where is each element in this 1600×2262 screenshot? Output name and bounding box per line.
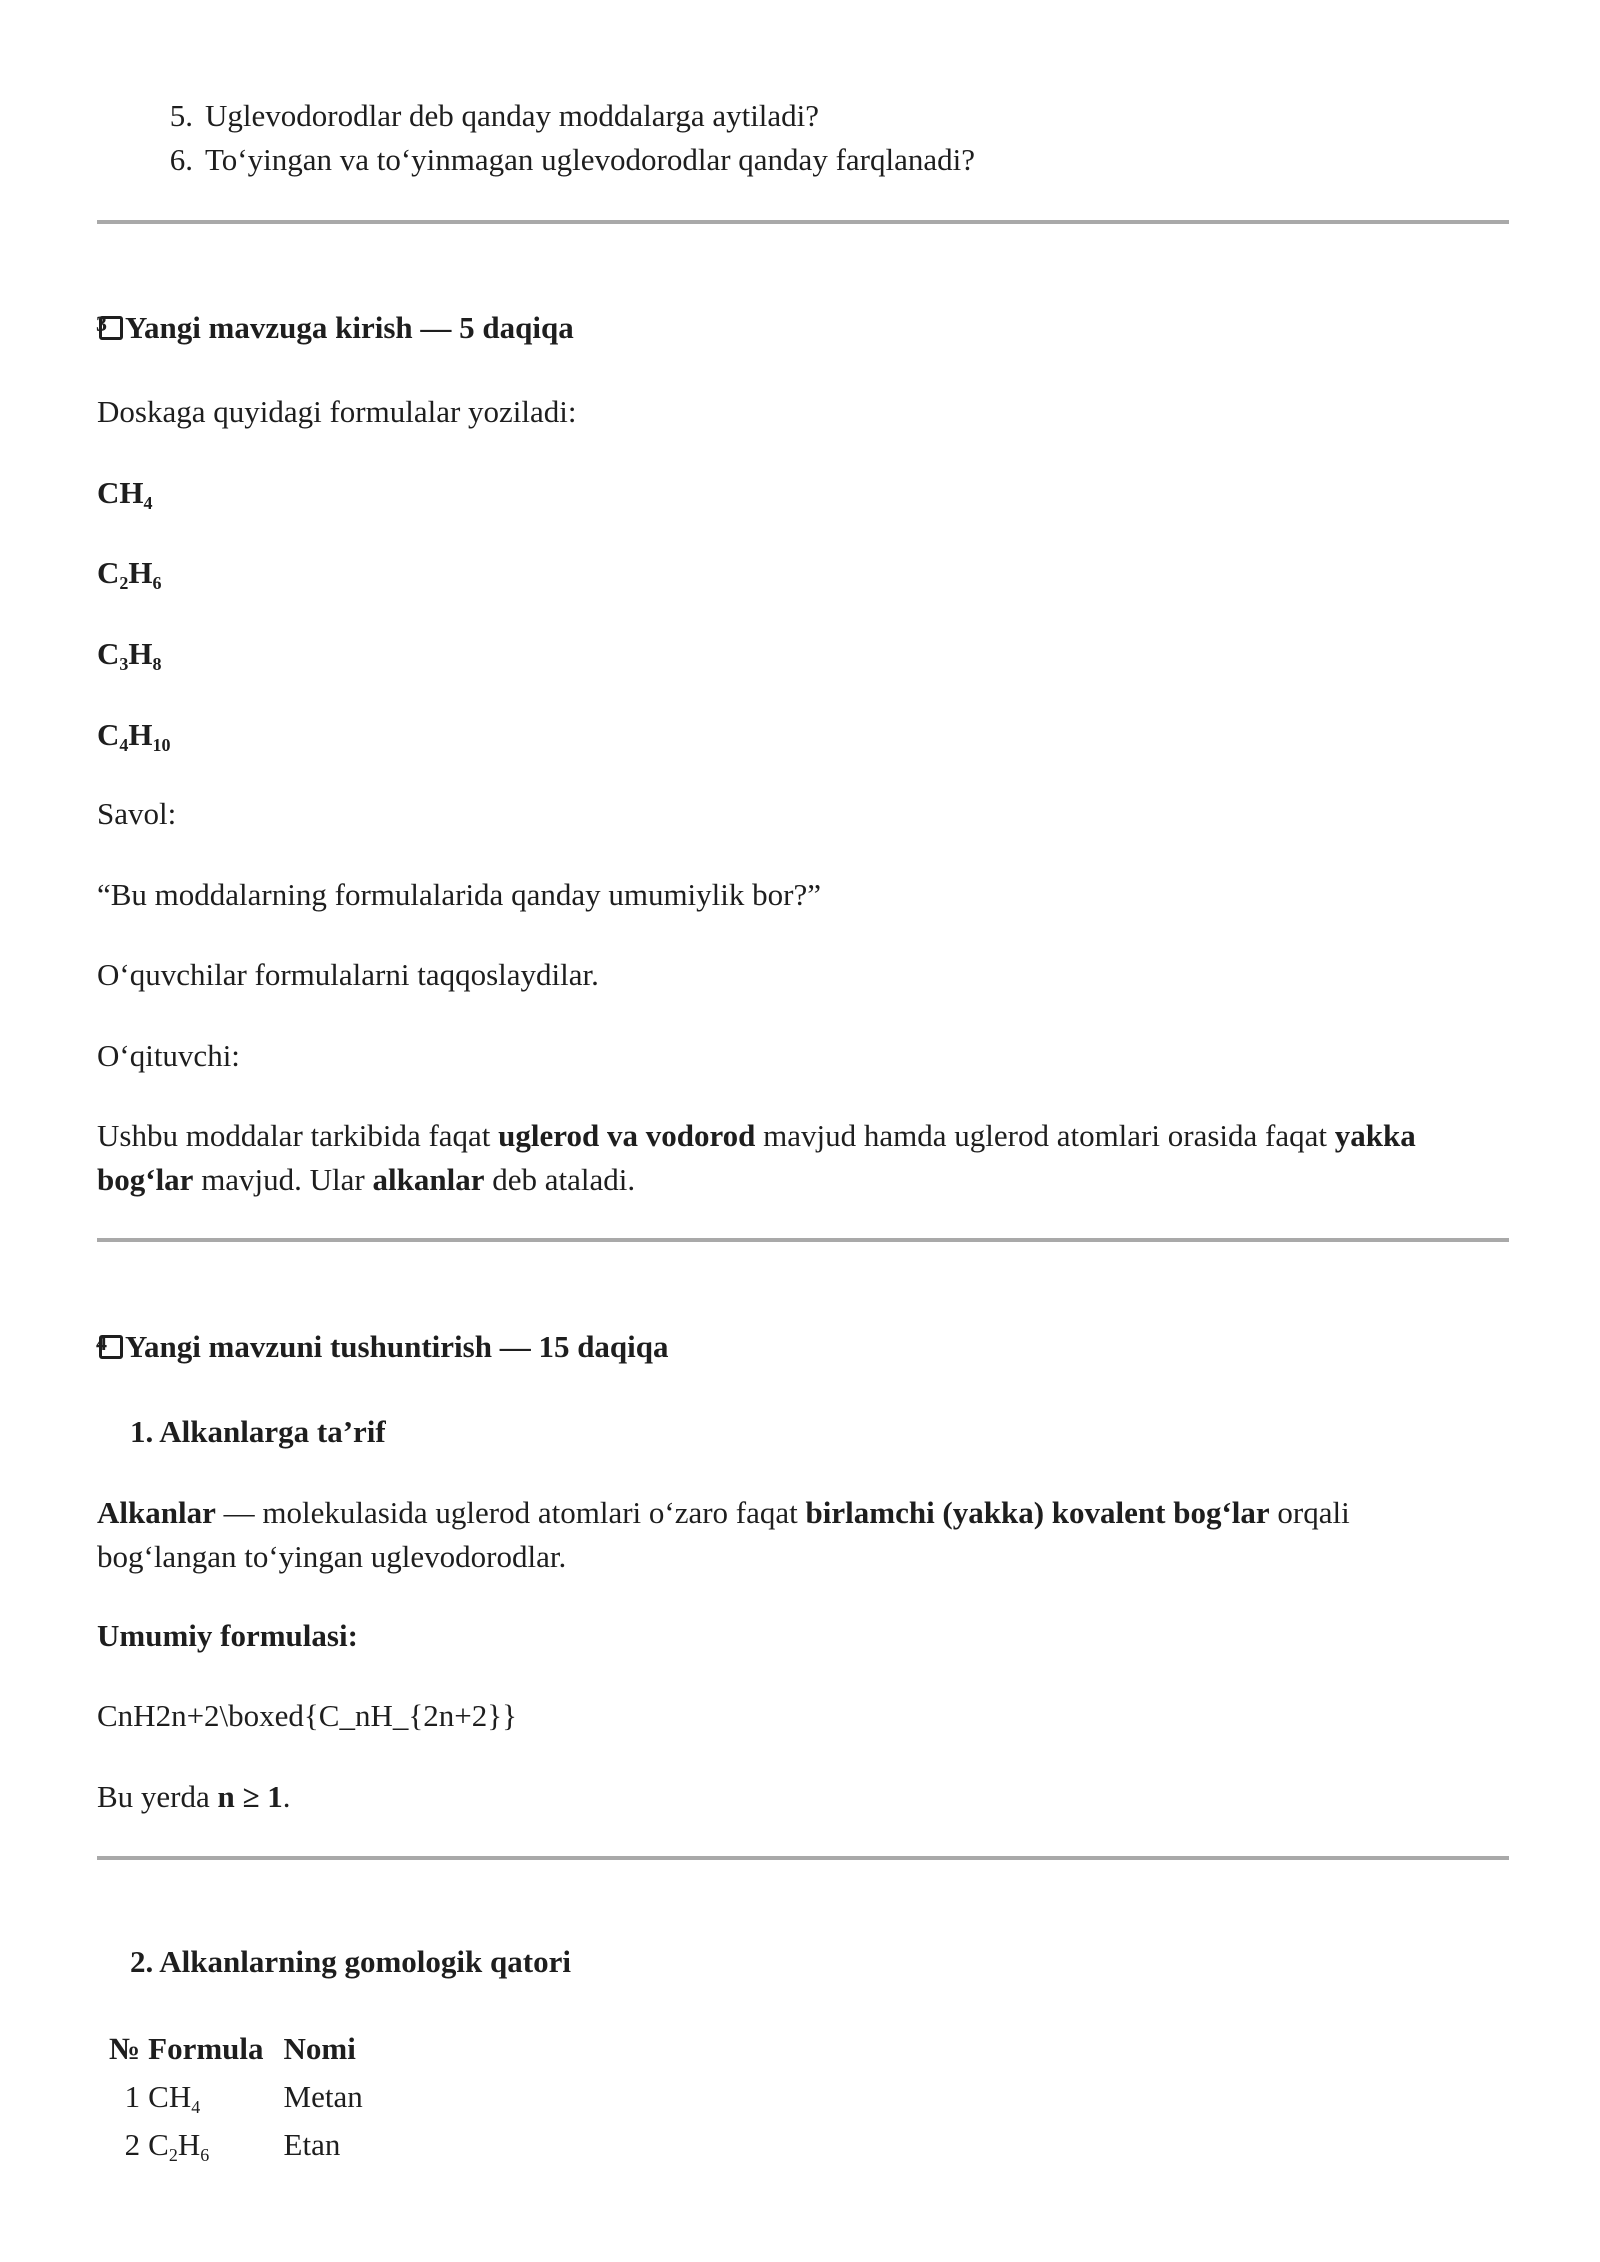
formula-ch4: $CH_4$ xyxy=(97,475,153,513)
row-name: Etan xyxy=(283,2127,341,2162)
formula-c4h10: $C_4H_{10}$ xyxy=(97,717,171,755)
savol-label: Savol: xyxy=(97,796,177,831)
subheading-1: 1. Alkanlarga ta’rif xyxy=(130,1414,386,1449)
keycap-icon: 3 xyxy=(99,316,123,340)
divider xyxy=(97,1238,1509,1242)
column-header: Formula xyxy=(148,2031,264,2066)
subheading-2: 2. Alkanlarning gomologik qatori xyxy=(130,1944,571,1979)
definition-paragraph: Alkanlar — molekulasida uglerod atomlari o‘zaro faqat birlamchi (yakka) kovalent bog‘lar orqali bog‘langan to‘yingan uglevodorodlar. xyxy=(97,1495,1350,1574)
divider xyxy=(97,220,1509,224)
explanation-paragraph: Ushbu moddalar tarkibida faqat uglerod va vodorod mavjud hamda uglerod atomlari orasida faqat yakka bog‘lar mavjud. Ular alkanlar deb ataladi. xyxy=(97,1118,1416,1197)
row-formula: $CH_4$ xyxy=(148,2079,201,2117)
question-quote: “Bu moddalarning formulalarida qanday umumiylik bor?” xyxy=(97,877,821,912)
column-header: Nomi xyxy=(283,2031,356,2066)
section-3-title: Yangi mavzuga kirish — 5 daqiqa xyxy=(125,310,574,345)
general-formula-label: Umumiy formulasi: xyxy=(97,1618,358,1653)
table-row xyxy=(105,2121,367,2169)
row-number: 2 xyxy=(124,2127,141,2162)
question-list xyxy=(97,94,975,182)
list-number: 5. xyxy=(169,98,193,133)
column-header: № xyxy=(109,2031,141,2066)
where-text: Bu yerda n ≥ 1. xyxy=(97,1779,291,1814)
homologous-series-table xyxy=(105,2025,367,2169)
students-text: O‘quvchilar formulalarni taqqoslaydilar. xyxy=(97,957,599,992)
formula-c3h8: $C_3H_8$ xyxy=(97,636,162,674)
intro-text: Doskaga quyidagi formulalar yoziladi: xyxy=(97,394,577,429)
list-number: 6. xyxy=(169,142,193,177)
section-4-heading xyxy=(97,1325,669,1369)
keycap-icon: 4 xyxy=(99,1335,123,1359)
row-formula: $C_2H_6$ xyxy=(148,2127,210,2165)
row-number: 1 xyxy=(124,2079,141,2114)
list-item xyxy=(97,138,975,182)
table-header-row xyxy=(105,2025,367,2073)
list-text: To‘yingan va to‘yinmagan uglevodorodlar qanday farqlanadi? xyxy=(205,142,975,177)
list-text: Uglevodorodlar deb qanday moddalarga aytiladi? xyxy=(205,98,820,133)
table-row xyxy=(105,2073,367,2121)
list-item xyxy=(97,94,975,138)
section-3-heading xyxy=(97,306,574,350)
teacher-label: O‘qituvchi: xyxy=(97,1038,240,1073)
section-4-title: Yangi mavzuni tushuntirish — 15 daqiqa xyxy=(125,1329,669,1364)
row-name: Metan xyxy=(283,2079,363,2114)
general-formula: CnH2n+2\boxed{C_nH_{2n+2}} xyxy=(97,1698,517,1733)
divider xyxy=(97,1856,1509,1860)
formula-c2h6: $C_2H_6$ xyxy=(97,555,162,593)
